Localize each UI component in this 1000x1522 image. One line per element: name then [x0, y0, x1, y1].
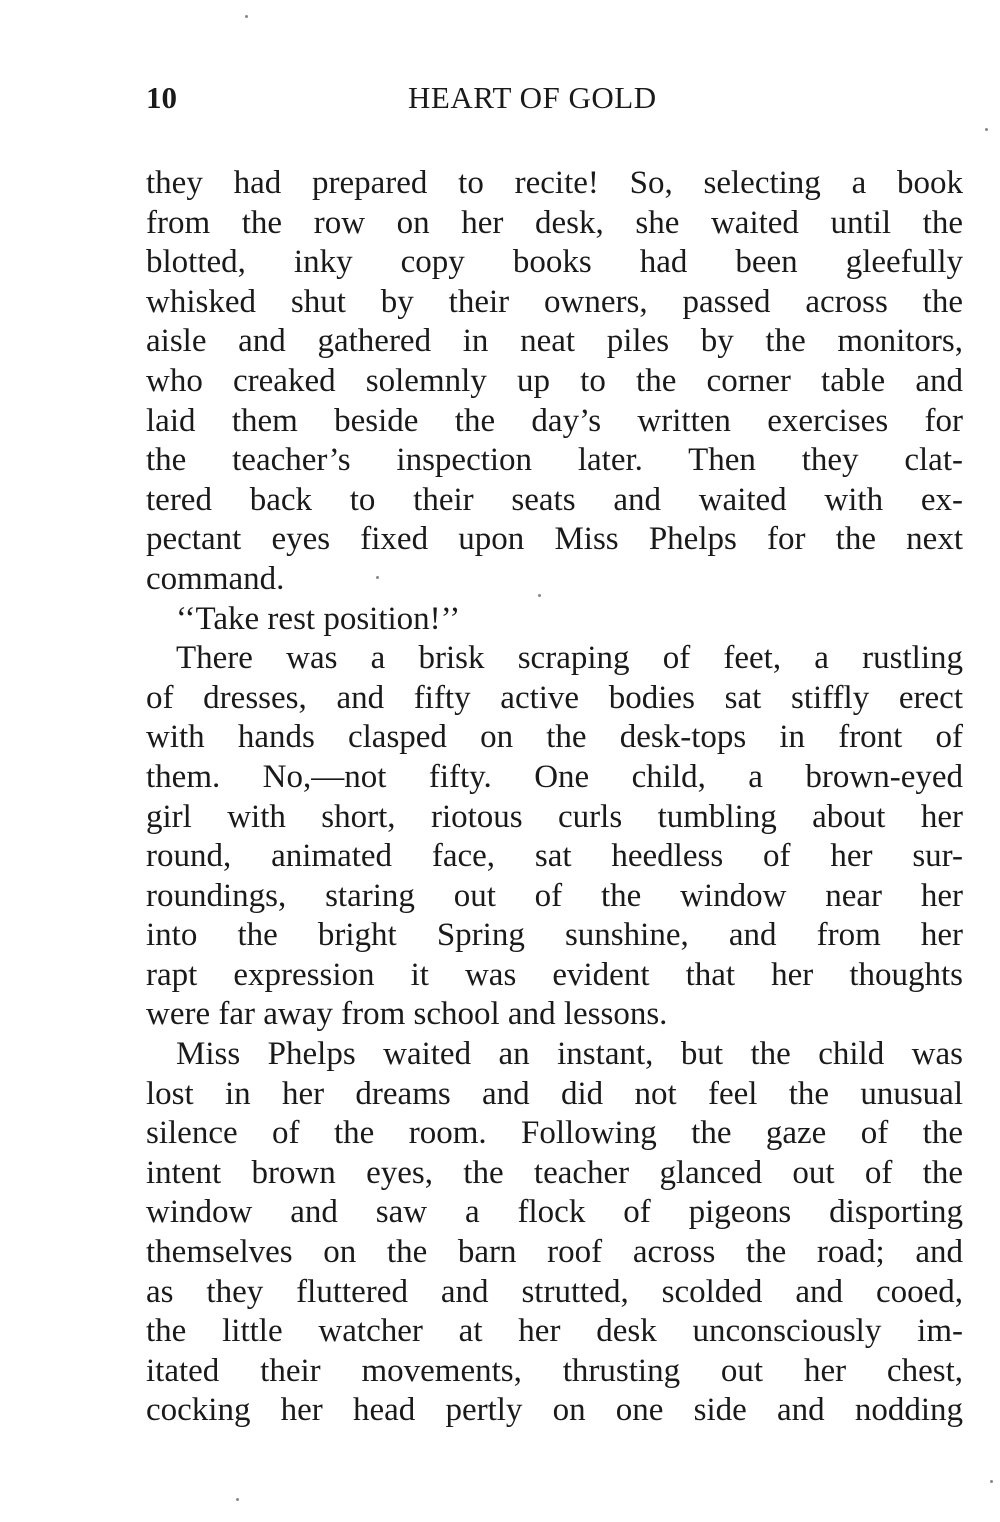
text-line: rapt expression it was evident that her thoughts: [146, 956, 963, 993]
running-title: HEART OF GOLD: [408, 80, 657, 115]
text-line: roundings, staring out of the window near her: [146, 877, 963, 914]
scan-speck: [538, 594, 541, 597]
text-line: were far away from school and lessons.: [146, 996, 668, 1033]
text-line: ‘‘Take rest position!’’: [176, 600, 461, 637]
text-line: girl with short, riotous curls tumbling about her: [146, 798, 963, 835]
page-header: [146, 80, 966, 130]
text-line: lost in her dreams and did not feel the unusual: [146, 1075, 963, 1112]
body-text: [146, 164, 963, 1431]
text-line: themselves on the barn roof across the road; and: [146, 1234, 963, 1271]
scan-speck: [245, 15, 248, 18]
text-line: from the row on her desk, she waited until the: [146, 204, 963, 241]
text-line: cocking her head pertly on one side and nodding: [146, 1392, 963, 1429]
text-line: There was a brisk scraping of feet, a rustling: [176, 640, 963, 677]
text-line: itated their movements, thrusting out her chest,: [146, 1352, 963, 1389]
text-line: command.: [146, 560, 285, 597]
text-line: silence of the room. Following the gaze of the: [146, 1115, 963, 1152]
text-line: with hands clasped on the desk-tops in front of: [146, 719, 963, 756]
text-line: tered back to their seats and waited with ex-: [146, 481, 963, 518]
text-line: of dresses, and fifty active bodies sat stiffly erect: [146, 679, 963, 716]
text-line: them. No,—not fifty. One child, a brown-eyed: [146, 758, 963, 795]
text-line: whisked shut by their owners, passed across the: [146, 283, 963, 320]
text-line: blotted, inky copy books had been gleefully: [146, 244, 963, 281]
text-line: pectant eyes fixed upon Miss Phelps for the next: [146, 521, 963, 558]
text-line: into the bright Spring sunshine, and from her: [146, 917, 963, 954]
text-line: who creaked solemnly up to the corner table and: [146, 362, 963, 399]
text-line: as they fluttered and strutted, scolded and cooed,: [146, 1273, 963, 1310]
text-line: intent brown eyes, the teacher glanced out of the: [146, 1154, 963, 1191]
text-line: they had prepared to recite! So, selecting a book: [146, 165, 963, 201]
text-line: the little watcher at her desk unconsciously im-: [146, 1313, 963, 1350]
scan-speck: [236, 1498, 239, 1501]
scan-speck: [376, 576, 379, 579]
text-line: the teacher’s inspection later. Then they clat-: [146, 442, 963, 479]
page-number: 10: [146, 80, 177, 115]
text-line: laid them beside the day’s written exercises for: [146, 402, 963, 439]
text-line: aisle and gathered in neat piles by the monitors,: [146, 323, 963, 360]
scan-speck: [990, 1480, 993, 1483]
scan-speck: [985, 128, 988, 131]
text-line: Miss Phelps waited an instant, but the child was: [176, 1036, 963, 1073]
text-line: round, animated face, sat heedless of her sur-: [146, 838, 963, 875]
text-line: window and saw a flock of pigeons disporting: [146, 1194, 963, 1231]
